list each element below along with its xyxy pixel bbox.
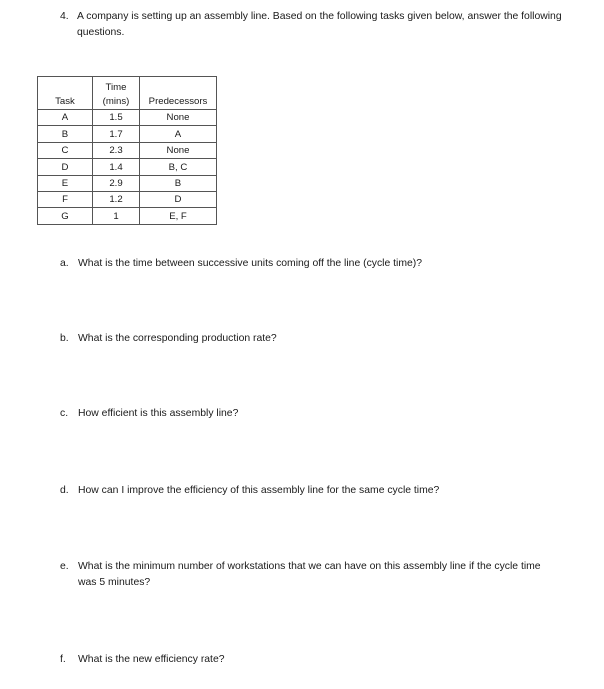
cell-task: C — [38, 142, 93, 158]
cell-predecessors: None — [140, 110, 217, 126]
cell-predecessors: None — [140, 142, 217, 158]
subquestion-label: b. — [60, 333, 69, 344]
table-row — [38, 208, 217, 224]
subquestion-text: How efficient is this assembly line? — [78, 408, 239, 419]
cell-predecessors: E, F — [140, 208, 217, 224]
header-time-line2: (mins) — [102, 96, 130, 107]
cell-time: 2.9 — [93, 175, 140, 191]
header-task: Task — [38, 77, 93, 110]
cell-predecessors: B, C — [140, 159, 217, 175]
subquestion-text: What is the new efficiency rate? — [78, 654, 225, 665]
subquestion-label: a. — [60, 258, 69, 269]
table-row — [38, 142, 217, 158]
subquestion-f — [60, 652, 580, 668]
subquestion-text: How can I improve the efficiency of this assembly line for the same cycle time? — [78, 485, 440, 496]
cell-task: F — [38, 191, 93, 207]
subquestion-b — [60, 331, 580, 347]
table-row — [38, 191, 217, 207]
subquestion-d — [60, 483, 580, 499]
header-time-line1: Time — [105, 82, 127, 93]
question-number: 4. — [60, 11, 69, 22]
subquestion-label: c. — [60, 408, 69, 419]
table-header-row — [38, 77, 217, 110]
table-row — [38, 159, 217, 175]
cell-time: 1.5 — [93, 110, 140, 126]
cell-task: B — [38, 126, 93, 142]
subquestion-text: What is the corresponding production rate? — [78, 333, 277, 344]
subquestion-c — [60, 406, 580, 422]
question-header — [60, 9, 580, 41]
cell-time: 1 — [93, 208, 140, 224]
cell-time: 1.7 — [93, 126, 140, 142]
subquestion-label: e. — [60, 561, 69, 572]
cell-time: 1.4 — [93, 159, 140, 175]
subquestion-text: What is the time between successive units coming off the line (cycle time)? — [78, 258, 423, 269]
cell-time: 2.3 — [93, 142, 140, 158]
cell-task: G — [38, 208, 93, 224]
header-predecessors: Predecessors — [140, 77, 217, 110]
table-row — [38, 126, 217, 142]
cell-time: 1.2 — [93, 191, 140, 207]
cell-task: E — [38, 175, 93, 191]
subquestion-label: d. — [60, 485, 69, 496]
subquestion-label: f. — [60, 654, 66, 665]
subquestion-a — [60, 256, 580, 272]
cell-predecessors: B — [140, 175, 217, 191]
subquestion-e — [60, 559, 560, 591]
subquestion-text: What is the minimum number of workstations that we can have on this assembly line if the cycle time was 5 minutes? — [78, 561, 541, 588]
cell-predecessors: D — [140, 191, 217, 207]
task-table — [37, 76, 217, 225]
table-row — [38, 175, 217, 191]
cell-predecessors: A — [140, 126, 217, 142]
cell-task: A — [38, 110, 93, 126]
header-time — [93, 77, 140, 110]
cell-task: D — [38, 159, 93, 175]
question-text: A company is setting up an assembly line. Based on the following tasks given below, answer the following questions. — [77, 11, 562, 38]
table-row — [38, 110, 217, 126]
